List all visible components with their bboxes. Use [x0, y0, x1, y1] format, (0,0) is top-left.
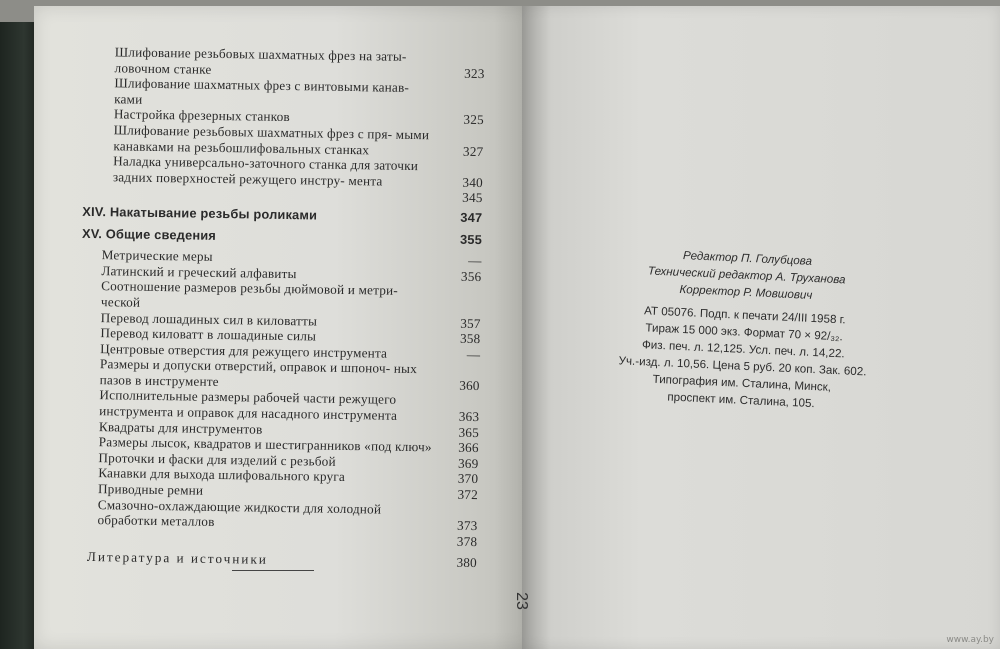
toc-entry-title: Проточки и фаски для изделий с резьбой	[98, 449, 336, 469]
toc-entry-title: Перевод киловатт в лошадиные силы	[100, 325, 317, 344]
toc-entry-page: 357	[460, 315, 481, 331]
toc-entry-title: Приводные ремни	[97, 481, 204, 498]
imprint-corrector: Корректор Р. Мовшович	[679, 282, 813, 302]
toc-entry-page: 372	[457, 486, 479, 503]
imprint-line: Физ. печ. л. 12,125. Усл. печ. л. 14,22.	[641, 338, 845, 361]
imprint-block	[610, 244, 879, 415]
watermark: www.ay.by	[946, 635, 994, 645]
imprint-line: АТ 05076. Подп. к печати 24/III 1958 г.	[643, 304, 846, 327]
toc-entry-page: 323	[464, 65, 485, 81]
toc-entry-page: 369	[457, 455, 479, 471]
toc-entry-page: 325	[463, 112, 484, 128]
toc-entry-title: Шлифование шахматных фрез с винтовыми канав- ками	[114, 75, 410, 107]
end-rule	[232, 570, 314, 571]
toc-entry-title: Канавки для выхода шлифовального круга	[98, 465, 346, 485]
chapter-title: XV. Общие сведения	[81, 225, 217, 243]
table-of-contents	[81, 44, 485, 571]
literature-page: 380	[456, 555, 478, 571]
chapter-title: XIV. Накатывание резьбы роликами	[82, 203, 318, 223]
toc-entry-page: 358	[459, 330, 481, 347]
toc-entry-page: 356	[460, 268, 482, 284]
toc-entry-title: Метрические меры	[101, 247, 213, 265]
toc-entry-title: Размеры лысок, квадратов и шестигранников «под ключ»	[98, 434, 432, 455]
toc-entry-title: Перевод лошадиных сил в киловатты	[100, 309, 318, 329]
toc-entry-page: 363	[458, 408, 480, 425]
toc-entry-page: 345	[462, 190, 483, 206]
toc-entry-page: —	[468, 253, 482, 269]
toc-entry-page: 373	[456, 517, 478, 534]
toc-entry-page: —	[466, 346, 481, 362]
toc-entry-title: Наладка универсально-заточного станка для заточки задних поверхностей режущего инстру- мента	[112, 153, 419, 189]
toc-entry-title: Настройка фрезерных станков	[113, 106, 291, 125]
literature-title: Литература и источники	[86, 549, 269, 568]
imprint-line: проспект им. Сталина, 105.	[667, 390, 815, 411]
imprint-line: Уч.-изд. л. 10,56. Цена 5 руб. 20 коп. Зак. 602.	[618, 354, 867, 379]
toc-entry-title: Шлифование резьбовых шахматных фрез на заты- ловочном станке	[114, 44, 407, 77]
chapter-page: 347	[460, 209, 483, 226]
imprint-editor: Редактор П. Голубцова	[682, 249, 813, 268]
toc-entry-title: Смазочно-охлаждающие жидкости для холодной обработки металлов	[97, 496, 382, 530]
imprint-tech-editor: Технический редактор А. Труханова	[647, 264, 846, 287]
toc-entry-page: 370	[457, 471, 479, 487]
toc-entry-title: Исполнительные размеры рабочей части режущего инструмента и оправок для насадного инструмента	[99, 387, 398, 423]
toc-entry-title: Шлифование резьбовых шахматных фрез с пря- мыми канавками на резьбошлифовальных станках	[113, 122, 430, 157]
imprint-line: Тираж 15 000 экз. Формат 70 × 92/₃₂.	[645, 321, 844, 344]
toc-entry-page: 360	[459, 377, 480, 393]
toc-entry-title: Квадраты для инструментов	[98, 418, 263, 437]
toc-entry-title: Соотношение размеров резьбы дюймовой и метри- ческой	[100, 278, 399, 310]
toc-entry-page: 365	[458, 424, 480, 440]
toc-entry-title: Размеры и допуски отверстий, оправок и шпоноч- ных пазов в инструменте	[99, 356, 418, 389]
toc-entry-page: 340	[462, 174, 483, 190]
imprint-line: Типография им. Сталина, Минск,	[652, 372, 832, 394]
toc-entry-page: 366	[458, 440, 479, 456]
toc-entry-title: Латинский и греческий алфавиты	[101, 262, 297, 281]
toc-chapter-xv	[82, 225, 482, 247]
toc-chapter-xiv	[82, 204, 482, 226]
toc-entry-title: Центровые отверстия для режущего инструмента	[100, 340, 388, 361]
page-number: 23	[512, 592, 530, 610]
toc-entry-page: 327	[462, 143, 484, 159]
chapter-page: 355	[459, 231, 483, 247]
toc-entry-page: 378	[456, 533, 478, 549]
